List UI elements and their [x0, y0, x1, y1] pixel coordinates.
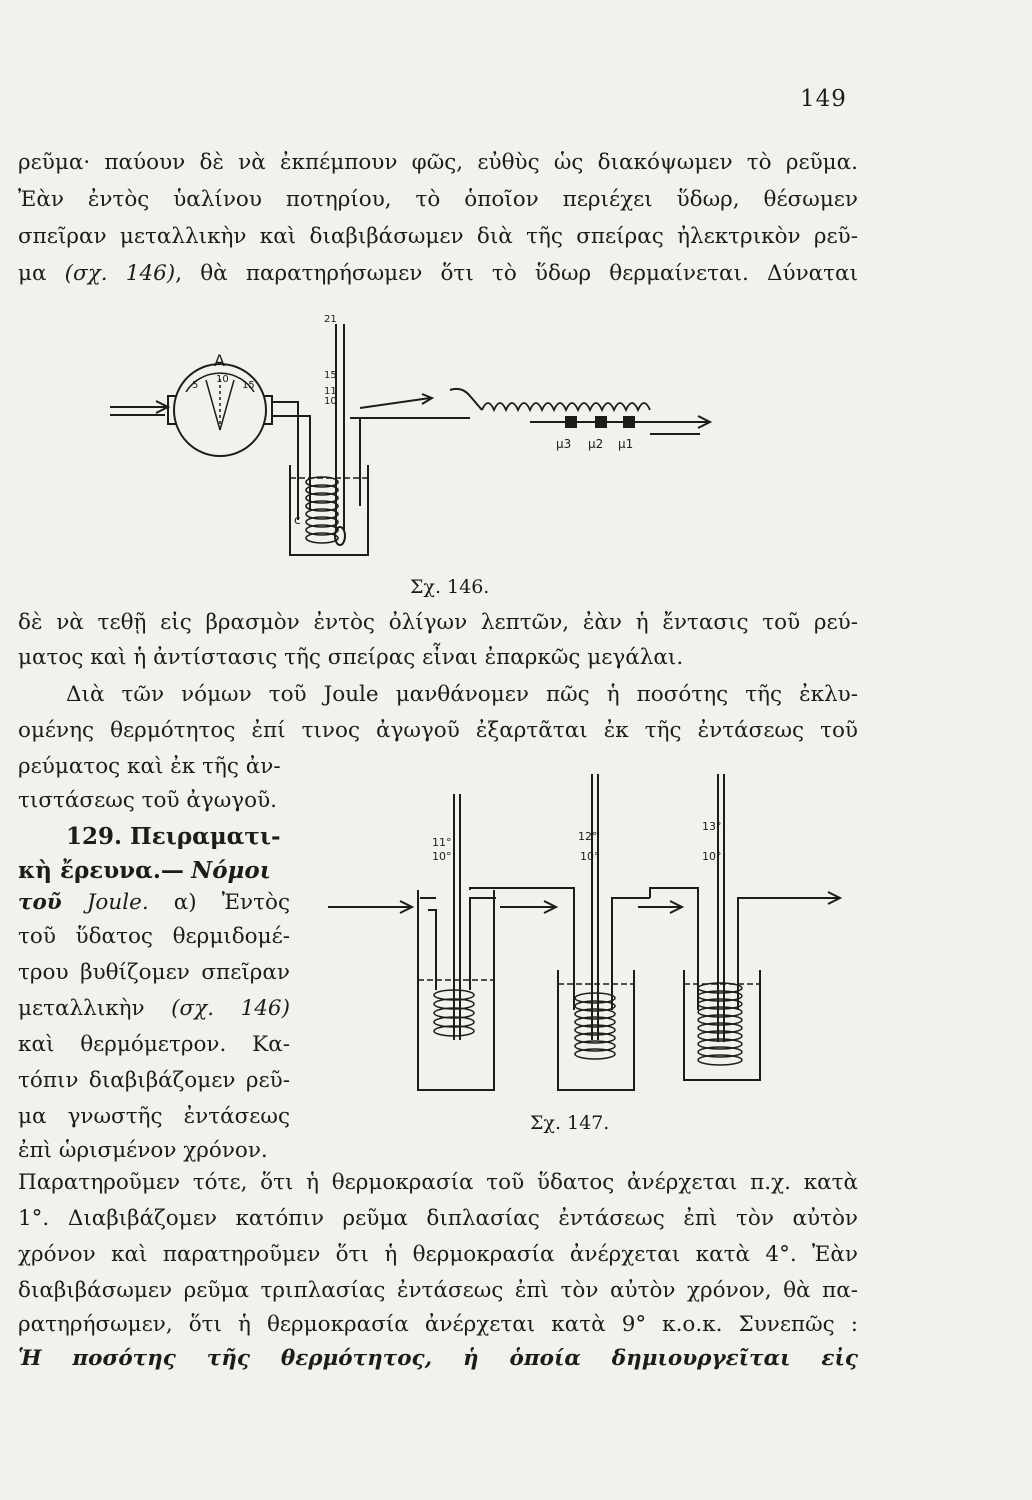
text-fragment: μεταλλικὴν — [18, 996, 145, 1021]
section-heading-line — [18, 856, 271, 886]
section-heading: 129. Πειραματι- — [66, 823, 281, 850]
text-line: ματος καὶ ἡ ἀντίστασις τῆς σπείρας εἶναι ἐπαρκῶς μεγάλαι. — [18, 645, 684, 670]
sliding-contact — [596, 417, 606, 427]
thermometer-mark: 10° — [580, 850, 600, 863]
needle — [206, 380, 220, 430]
heading-fragment: Νόμοι — [191, 857, 271, 884]
text-line: ρεύματος καὶ ἐκ τῆς ἀν- — [18, 754, 281, 779]
wire — [360, 398, 430, 408]
calorimeter-b — [558, 970, 634, 1090]
figure-reference: (σχ. 146) — [64, 261, 176, 286]
figure-146-apparatus — [110, 310, 750, 570]
figure-146-caption: Σχ. 146. — [410, 576, 490, 598]
text-line: τιστάσεως τοῦ ἀγωγοῦ. — [18, 788, 277, 813]
heading-fragment: τοῦ — [18, 890, 62, 915]
text-fragment: μα — [18, 261, 47, 286]
heating-coil — [306, 477, 338, 543]
sliding-contact — [566, 417, 576, 427]
thermometer-mark: 10° — [702, 850, 722, 863]
text-line: 1°. Διαβιβάζομεν κατόπιν ρεῦμα διπλασίας ἐντάσεως ἐπὶ τὸν αὐτὸν — [18, 1206, 858, 1231]
thermometer-mark: 21 — [324, 314, 337, 325]
page-number: 149 — [800, 86, 847, 112]
text-line: Ἐὰν ἐντὸς ὑαλίνου ποτηρίου, τὸ ὁποῖον περιέχει ὕδωρ, θέσωμεν — [18, 187, 858, 212]
text-line: χρόνον καὶ παρατηροῦμεν ὅτι ἡ θερμοκρασία ἀνέρχεται κατὰ 4°. Ἐὰν — [18, 1242, 858, 1267]
text-line: ρατηρήσωμεν, ὅτι ἡ θερμοκρασία ἀνέρχεται κατὰ 9° κ.ο.κ. Συνεπῶς : — [18, 1312, 858, 1337]
text-line: τόπιν διαβιβάζομεν ρεῦ- — [18, 1068, 290, 1093]
figure-147-caption: Σχ. 147. — [530, 1112, 610, 1134]
contact-label: μ1 — [618, 437, 634, 451]
figure-reference: (σχ. 146) — [171, 996, 290, 1021]
text-line: τοῦ ὕδατος θερμιδομέ- — [18, 924, 290, 949]
text-line: Διὰ τῶν νόμων τοῦ Joule μανθάνομεν πῶς ἡ ποσότης τῆς ἐκλυ- — [66, 682, 858, 707]
thermometer-mark: 10° — [432, 850, 452, 863]
scale-label: 5 — [192, 380, 199, 391]
thermometer-mark: 15 — [324, 370, 337, 381]
resistance-coil — [482, 403, 650, 410]
coil-label: c — [294, 513, 301, 527]
text-line: ρεῦμα· παύουν δὲ νὰ ἐκπέμπουν φῶς, εὐθὺς ὡς διακόψωμεν τὸ ρεῦμα. — [18, 150, 858, 175]
thermometer-mark: 12° — [578, 830, 598, 843]
thermometer-mark: 11 — [324, 386, 337, 397]
heading-fragment: Joule. — [86, 890, 149, 915]
text-line — [18, 888, 290, 918]
contact-label: μ2 — [588, 437, 604, 451]
scale-label: 15 — [242, 380, 255, 391]
coil-c — [698, 983, 742, 1065]
text-line: σπεῖραν μεταλλικὴν καὶ διαβιβάσωμεν διὰ τῆς σπείρας ἠλεκτρικὸν ρεῦ- — [18, 224, 858, 249]
heading-fragment: κὴ ἔρευνα.— — [18, 857, 184, 884]
text-line: διαβιβάσωμεν ρεῦμα τριπλασίας ἐντάσεως ἐπὶ τὸν αὐτὸν χρόνον, θὰ πα- — [18, 1278, 858, 1303]
text-line: ομένης θερμότητος ἐπί τινος ἀγωγοῦ ἐξαρτᾶται ἐκ τῆς ἐντάσεως τοῦ — [18, 718, 858, 743]
text-line: μα γνωστῆς ἐντάσεως — [18, 1104, 290, 1129]
sliding-contact — [624, 417, 634, 427]
text-line — [18, 259, 858, 289]
text-line: ἐπὶ ὡρισμένον χρόνον. — [18, 1138, 268, 1163]
meter-label: A — [214, 351, 225, 370]
wire — [272, 402, 298, 520]
text-fragment: , θὰ παρατηρήσωμεν ὅτι τὸ ὕδωρ θερμαίνεται. Δύναται — [175, 261, 859, 286]
text-fragment: α) Ἐντὸς — [173, 890, 291, 915]
scale-label: 10 — [216, 374, 229, 385]
thermometer-mark: 10 — [324, 396, 337, 407]
text-line: τρου βυθίζομεν σπεῖραν — [18, 960, 290, 985]
text-line: δὲ νὰ τεθῇ εἰς βρασμὸν ἐντὸς ὀλίγων λεπτῶν, ἐὰν ἡ ἔντασις τοῦ ρεύ- — [18, 610, 858, 635]
contact-label: μ3 — [556, 437, 572, 451]
text-line: καὶ θερμόμετρον. Κα- — [18, 1032, 290, 1057]
text-line — [18, 994, 290, 1024]
law-statement: Ἡ ποσότης τῆς θερμότητος, ἡ ὁποία δημιουργεῖται εἰς — [18, 1346, 858, 1371]
thermometer-mark: 13° — [702, 820, 722, 833]
coil-b — [575, 993, 615, 1059]
text-line: Παρατηροῦμεν τότε, ὅτι ἡ θερμοκρασία τοῦ ὕδατος ἀνέρχεται π.χ. κατὰ — [18, 1170, 858, 1195]
thermometer-mark: 11° — [432, 836, 452, 849]
figure-147-calorimeters — [320, 770, 850, 1110]
